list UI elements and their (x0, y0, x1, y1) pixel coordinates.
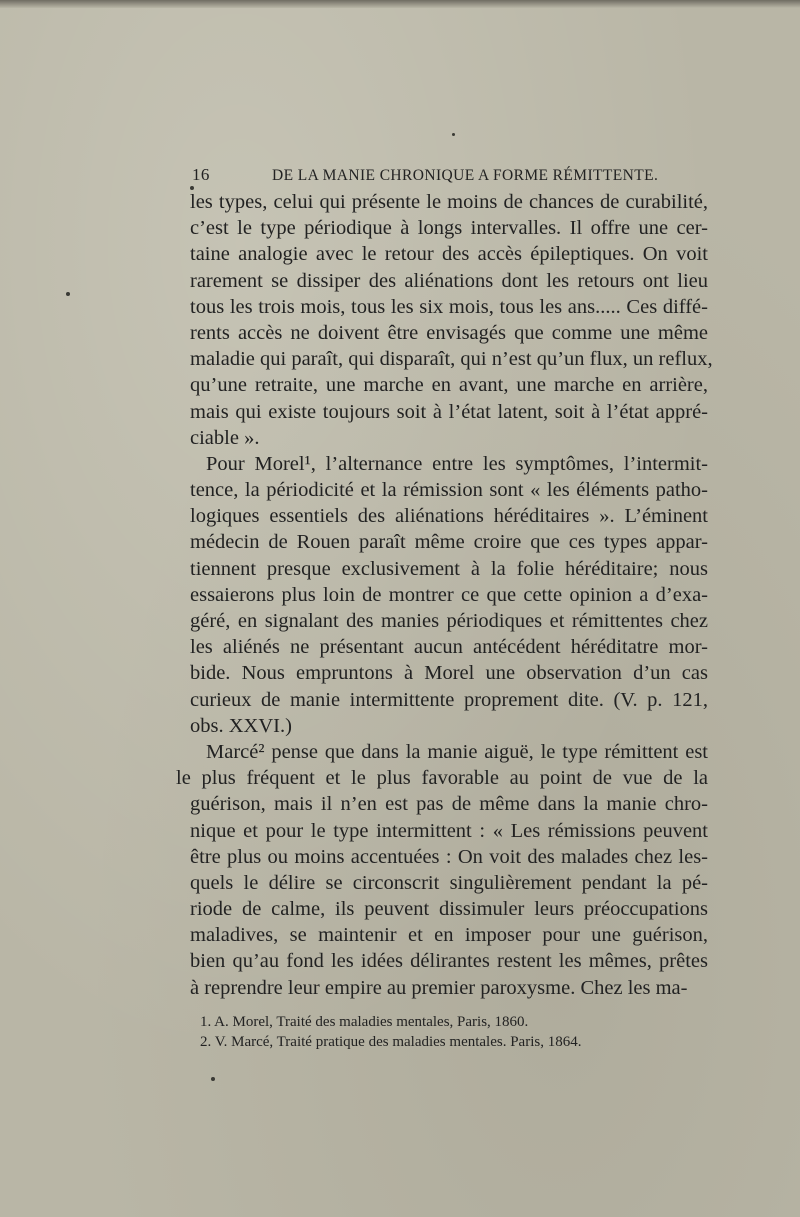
paragraph-first-line: Pour Morel¹, l’alternance entre les symptômes, l’intermit- (206, 452, 708, 475)
text-line: curieux de manie intermittente proprement dite. (V. p. 121, (190, 688, 708, 711)
text-line: quels le délire se circonscrit singulièrement pendant la pé- (190, 871, 708, 894)
text-line: guérison, mais il n’en est pas de même dans la manie chro- (190, 793, 708, 816)
text-line: médecin de Rouen paraît même croire que ces types appar- (190, 531, 708, 554)
text-line: taine analogie avec le retour des accès épileptiques. On voit (190, 243, 708, 266)
text-line: géré, en signalant des manies périodiques et rémittentes chez (190, 610, 708, 632)
page-header (192, 165, 712, 187)
text-line: mais qui existe toujours soit à l’état latent, soit à l’état appré- (190, 400, 708, 423)
running-head: DE LA MANIE CHRONIQUE A FORME RÉMITTENTE. (272, 167, 659, 184)
paper-speck (211, 1077, 215, 1081)
paragraph-first-line: Marcé² pense que dans la manie aiguë, le type rémittent est (206, 740, 708, 763)
text-line: nique et pour le type intermittent : « Les rémissions peuvent (190, 819, 708, 842)
text-line: qu’une retraite, une marche en avant, une marche en arrière, (190, 374, 708, 397)
text-line: logiques essentiels des aliénations héréditaires ». L’éminent (190, 505, 708, 528)
text-line: riode de calme, ils peuvent dissimuler leurs préoccupations (190, 898, 708, 921)
text-line: maladie qui paraît, qui disparaît, qui n’est qu’un flux, un reflux, (190, 348, 713, 371)
text-line: le plus fréquent et le plus favorable au point de vue de la (176, 767, 708, 790)
footnote-2: 2. V. Marcé, Traité pratique des maladies mentales. Paris, 1864. (200, 1034, 582, 1050)
footnote-1: 1. A. Morel, Traité des maladies mentales, Paris, 1860. (200, 1014, 529, 1030)
text-line: bide. Nous empruntons à Morel une observation d’un cas (190, 662, 708, 685)
text-line: bien qu’au fond les idées délirantes restent les mêmes, prêtes (190, 950, 708, 973)
text-line: les aliénés ne présentant aucun antécédent héréditatre mor- (190, 636, 708, 659)
text-line: tous les trois mois, tous les six mois, tous les ans..... Ces diffé- (190, 295, 708, 318)
text-line: ciable ». (190, 426, 260, 449)
text-line: tiennent presque exclusivement à la folie héréditaire; nous (190, 557, 708, 580)
paper-speck (190, 186, 194, 190)
page-number: 16 (192, 165, 210, 184)
text-line: tence, la périodicité et la rémission sont « les éléments patho- (190, 479, 708, 502)
text-line: les types, celui qui présente le moins de chances de curabilité, (190, 191, 708, 213)
text-line: être plus ou moins accentuées : On voit des malades chez les- (190, 845, 708, 868)
text-line: à reprendre leur empire au premier paroxysme. Chez les ma- (190, 976, 688, 999)
text-line: essaierons plus loin de montrer ce que cette opinion a d’exa- (190, 583, 708, 606)
body-text (176, 189, 713, 1001)
text-line: maladives, se maintenir et en imposer pour une guérison, (190, 924, 708, 947)
page-top-edge (0, 0, 800, 8)
text-line: rarement se dissiper des aliénations dont les retours ont lieu (190, 269, 708, 292)
text-line: obs. XXVI.) (190, 714, 292, 737)
paper-speck (452, 133, 455, 136)
text-line: c’est le type périodique à longs intervalles. Il offre une cer- (190, 217, 708, 240)
paper-speck (66, 292, 70, 296)
text-line: rents accès ne doivent être envisagés que comme une même (190, 321, 708, 344)
footnotes (200, 1012, 700, 1052)
